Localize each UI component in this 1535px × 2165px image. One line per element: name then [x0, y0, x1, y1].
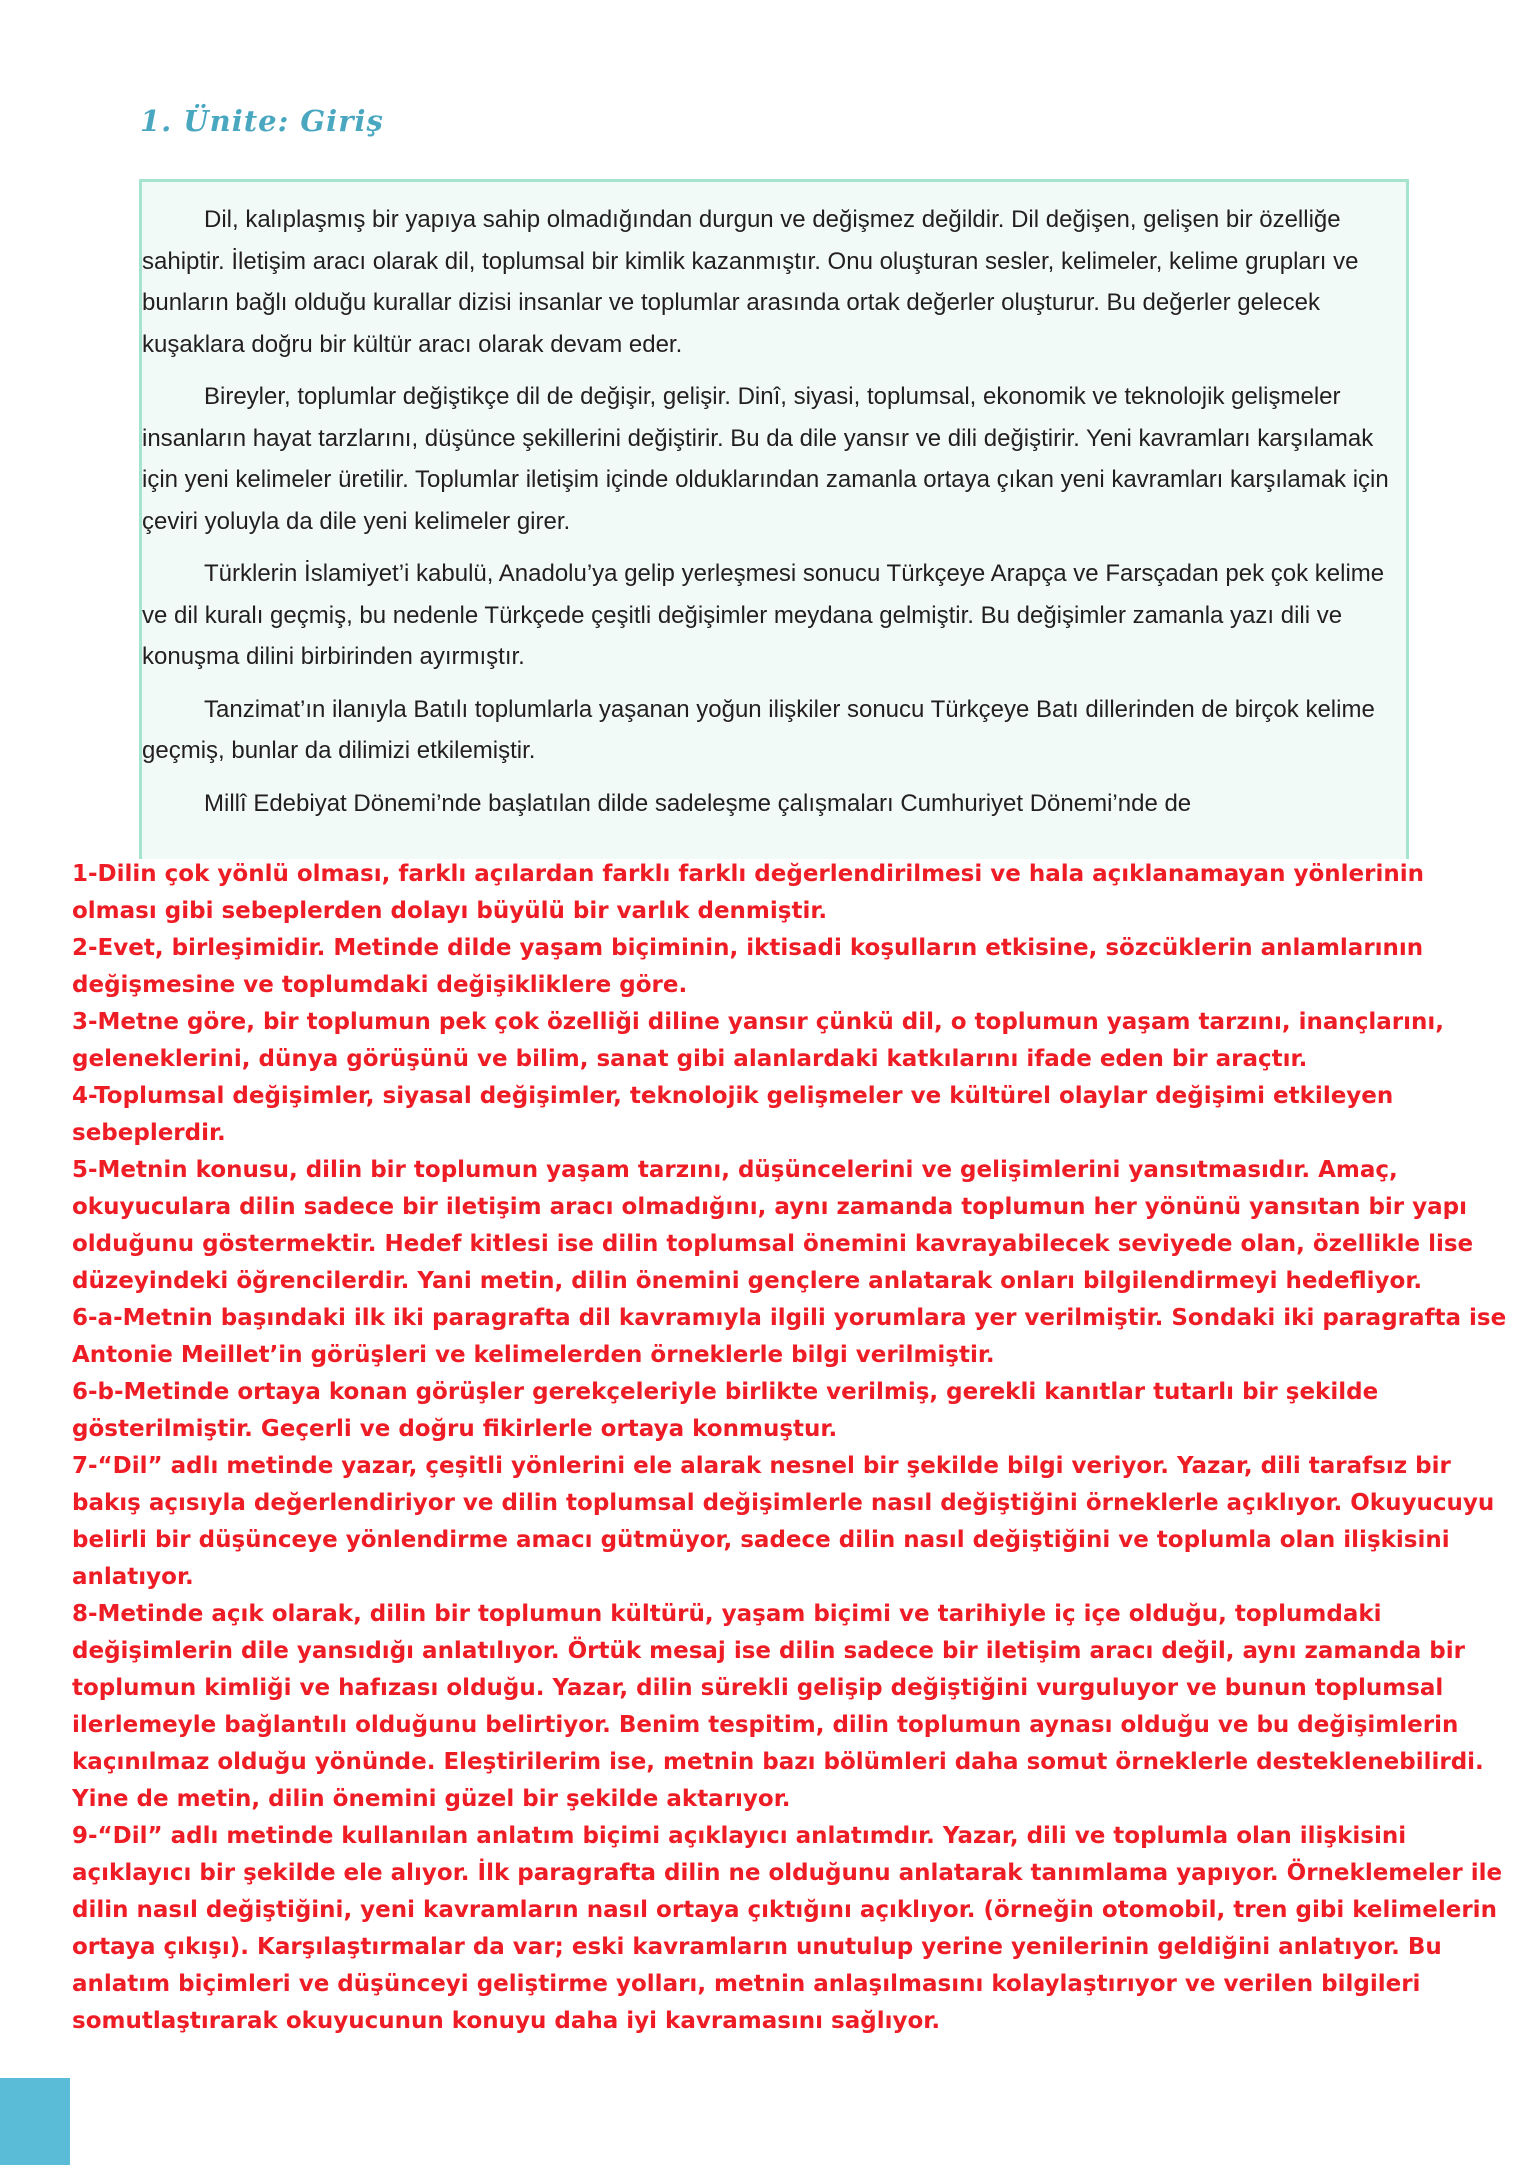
page-corner-tab	[0, 2078, 70, 2165]
paragraph: Tanzimat’ın ilanıyla Batılı toplumlarla yaşanan yoğun ilişkiler sonucu Türkçeye Batı dillerinden de birçok kelime geçmiş, bunlar da dilimizi etkilemiştir.	[142, 695, 1375, 764]
answer-6b: 6-b-Metinde ortaya konan görüşler gerekçeleriyle birlikte verilmiş, gerekli kanıtlar tutarlı bir şekilde gösterilmiştir. Geçerli ve doğru fikirlerle ortaya konmuştur.	[72, 1379, 1379, 1442]
answers-list	[72, 856, 1512, 2040]
paragraph: Dil, kalıplaşmış bir yapıya sahip olmadığından durgun ve değişmez değildir. Dil değişen, gelişen bir özelliğe sahiptir. İletişim aracı olarak dil, toplumsal bir kimlik kazanmıştır. Onu oluşturan sesler, kelimeler, kelime grupları ve bunların bağlı olduğu kurallar dizisi insanlar ve toplumlar arasında ortak değerler oluşturur. Bu değerler gelecek kuşaklara doğru bir kültür aracı olarak devam eder.	[142, 206, 1359, 358]
paragraph: Millî Edebiyat Dönemi’nde başlatılan dilde sadeleşme çalışmaları Cumhuriyet Dönemi’nde de	[204, 789, 1192, 817]
reading-text-box	[139, 179, 1409, 859]
answer-1: 1-Dilin çok yönlü olması, farklı açılardan farklı farklı değerlendirilmesi ve hala açıklanamayan yönlerinin olması gibi sebeplerden dolayı büyülü bir varlık denmiştir.	[72, 861, 1424, 924]
answer-6a: 6-a-Metnin başındaki ilk iki paragrafta dil kavramıyla ilgili yorumlara yer verilmiştir. Sondaki iki paragrafta ise Antonie Meillet’in görüşleri ve kelimelerden örneklerle bilgi verilmiştir.	[72, 1305, 1507, 1368]
answer-5: 5-Metnin konusu, dilin bir toplumun yaşam tarzını, düşüncelerini ve gelişimlerini yansıtmasıdır. Amaç, okuyuculara dilin sadece bir iletişim aracı olmadığını, aynı zamanda toplumun her yönünü yansıtan bir yapı olduğunu göstermektir. Hedef kitlesi ise dilin toplumsal önemini kavrayabilecek seviyede olan, özellikle lise düzeyindeki öğrencilerdir. Yani metin, dilin önemini gençlere anlatarak onları bilgilendirmeyi hedefliyor.	[72, 1157, 1474, 1294]
unit-title: 1. Ünite: Giriş	[140, 104, 384, 138]
answer-7: 7-“Dil” adlı metinde yazar, çeşitli yönlerini ele alarak nesnel bir şekilde bilgi veriyor. Yazar, dili tarafsız bir bakış açısıyla değerlendiriyor ve dilin toplumsal değişimlerle nasıl değiştiğini örneklerle açıklıyor. Okuyucuyu belirli bir düşünceye yönlendirme amacı gütmüyor, sadece dilin nasıl değiştiğini ve toplumla olan ilişkisini anlatıyor.	[72, 1453, 1495, 1590]
paragraph: Bireyler, toplumlar değiştikçe dil de değişir, gelişir. Dinî, siyasi, toplumsal, ekonomik ve teknolojik gelişmeler insanların hayat tarzlarını, düşünce şekillerini değiştirir. Bu da dile yansır ve dili değiştirir. Yeni kavramları karşılamak için yeni kelimeler üretilir. Toplumlar iletişim içinde olduklarından zamanla ortaya çıkan yeni kavramları karşılamak için çeviri yoluyla da dile yeni kelimeler girer.	[142, 383, 1389, 535]
answer-8: 8-Metinde açık olarak, dilin bir toplumun kültürü, yaşam biçimi ve tarihiyle iç içe olduğu, toplumdaki değişimlerin dile yansıdığı anlatılıyor. Örtük mesaj ise dilin sadece bir iletişim aracı değil, aynı zamanda bir toplumun kimliği ve hafızası olduğu. Yazar, dilin sürekli gelişip değiştiğini vurguluyor ve bunun toplumsal ilerlemeyle bağlantılı olduğunu belirtiyor. Benim tespitim, dilin toplumun aynası olduğu ve bu değişimlerin kaçınılmaz olduğu yönünde. Eleştirilerim ise, metnin bazı bölümleri daha somut örneklerle desteklenebilirdi. Yine de metin, dilin önemini güzel bir şekilde aktarıyor.	[72, 1601, 1484, 1812]
paragraph: Türklerin İslamiyet’i kabulü, Anadolu’ya gelip yerleşmesi sonucu Türkçeye Arapça ve Farsçadan pek çok kelime ve dil kuralı geçmiş, bu nedenle Türkçede çeşitli değişimler meydana gelmiştir. Bu değişimler zamanla yazı dili ve konuşma dilini birbirinden ayırmıştır.	[142, 560, 1385, 670]
answer-2: 2-Evet, birleşimidir. Metinde dilde yaşam biçiminin, iktisadi koşulların etkisine, sözcüklerin anlamlarının değişmesine ve toplumdaki değişikliklere göre.	[72, 935, 1424, 998]
answer-9: 9-“Dil” adlı metinde kullanılan anlatım biçimi açıklayıcı anlatımdır. Yazar, dili ve toplumla olan ilişkisini açıklayıcı bir şekilde ele alıyor. İlk paragrafta dilin ne olduğunu anlatarak tanımlama yapıyor. Örneklemeler ile dilin nasıl değiştiğini, yeni kavramların nasıl ortaya çıktığını açıklıyor. (örneğin otomobil, tren gibi kelimelerin ortaya çıkışı). Karşılaştırmalar da var; eski kavramların unutulup yerine yenilerinin geldiğini anlatıyor. Bu anlatım biçimleri ve düşünceyi geliştirme yolları, metnin anlaşılmasını kolaylaştırıyor ve verilen bilgileri somutlaştırarak okuyucunun konuyu daha iyi kavramasını sağlıyor.	[72, 1823, 1503, 2034]
answer-4: 4-Toplumsal değişimler, siyasal değişimler, teknolojik gelişmeler ve kültürel olaylar değişimi etkileyen sebeplerdir.	[72, 1083, 1394, 1146]
answer-3: 3-Metne göre, bir toplumun pek çok özelliği diline yansır çünkü dil, o toplumun yaşam tarzını, inançlarını, geleneklerini, dünya görüşünü ve bilim, sanat gibi alanlardaki katkılarını ifade eden bir araçtır.	[72, 1009, 1445, 1072]
